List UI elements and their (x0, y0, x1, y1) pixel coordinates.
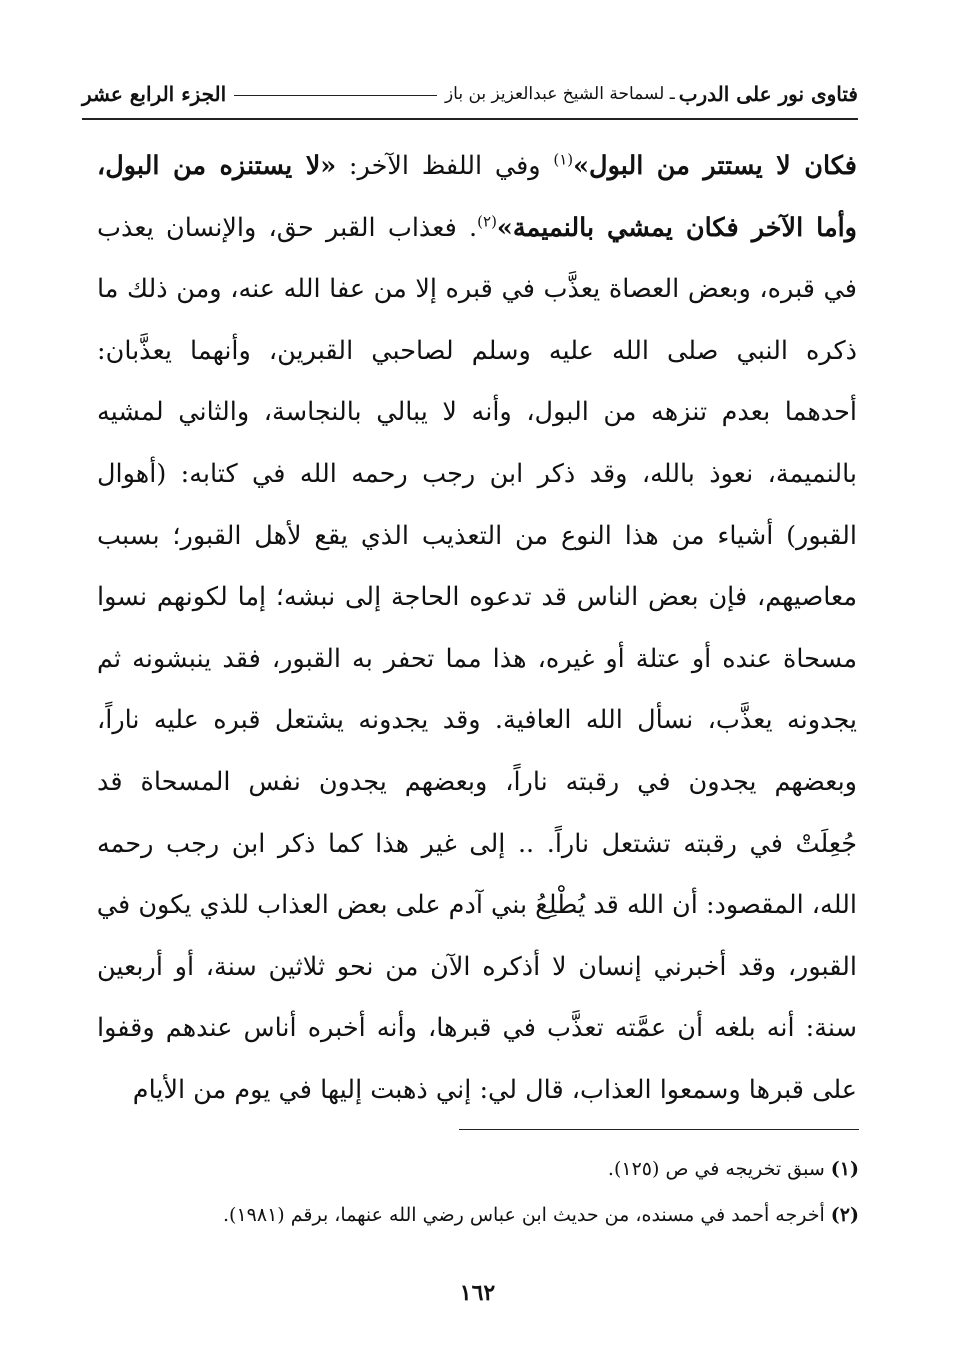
text-segment: القبور، وقد أخبرني إنسان لا أذكره الآن من نحو ثلاثين سنة، أو أربعين (97, 951, 857, 982)
footnote-number: (١) (830, 1158, 859, 1180)
text-segment: وفي اللفظ الآخر: (336, 151, 554, 181)
text-segment: الله، المقصود: أن الله قد يُطْلِعُ بني آدم على بعض العذاب للذي يكون في (96, 890, 857, 921)
text-segment: القبور) أشياء من هذا النوع من التعذيب الذي يقع لأهل القبور؛ بسبب (97, 520, 857, 551)
text-line (97, 321, 857, 383)
text-segment: بالنميمة، نعوذ بالله، وقد ذكر ابن رجب رحمه الله في كتابه: (أهوال (97, 458, 857, 489)
footnote-ref: (١) (553, 150, 574, 169)
text-segment: ذكره النبي صلى الله عليه وسلم لصاحبي القبرين، وأنهما يعذَّبان: (97, 335, 857, 366)
text-line (97, 998, 857, 1060)
text-line (97, 875, 857, 937)
text-segment: «لا يستنزه من البول، (97, 151, 337, 181)
footnote-number: (٢) (830, 1204, 859, 1226)
author-attribution: ـ لسماحة الشيخ عبدالعزيز بن باز (444, 84, 675, 104)
text-segment: وبعضهم يجدون في رقبته ناراً، وبعضهم يجدون نفس المسحاة قد (97, 766, 857, 797)
text-segment: معاصيهم، فإن بعض الناس قد تدعوه الحاجة إلى نبشه؛ إما لكونهم نسوا (97, 582, 857, 613)
text-line (97, 752, 857, 814)
text-line (97, 567, 857, 629)
header-rule (234, 95, 437, 96)
body-text (97, 136, 857, 1122)
footnote-ref: (٢) (477, 212, 497, 231)
footnote-item (99, 1192, 859, 1238)
text-segment: جُعِلَتْ في رقبته تشتعل ناراً. .. إلى غير هذا كما ذكر ابن رجب رحمه (97, 828, 857, 859)
text-line (97, 690, 857, 752)
text-line (97, 506, 857, 568)
text-line (97, 136, 857, 198)
footnote-text: سبق تخريجه في ص (١٢٥). (607, 1158, 831, 1180)
text-segment: في قبره، وبعض العصاة يعذَّب في قبره إلا من عفا الله عنه، ومن ذلك ما (97, 274, 857, 305)
text-line (97, 259, 857, 321)
text-line (97, 629, 857, 691)
text-segment: فكان لا يستتر من البول» (573, 151, 857, 181)
footnote-item (99, 1146, 859, 1192)
footnote-separator (459, 1129, 859, 1130)
text-line (97, 444, 857, 506)
footnote-text: أخرجه أحمد في مسنده، من حديث ابن عباس رضي الله عنهما، برقم (١٩٨١). (223, 1204, 831, 1226)
text-segment: يجدونه يعذَّب، نسأل الله العافية. وقد يجدونه يشتعل قبره عليه ناراً، (97, 705, 857, 736)
volume-label: الجزء الرابع عشر (82, 82, 227, 106)
page-number: ١٦٢ (459, 1280, 496, 1306)
text-line (97, 1060, 857, 1122)
text-line (97, 937, 857, 999)
text-segment: . فعذاب القبر حق، والإنسان يعذب (97, 212, 478, 243)
text-segment: على قبرها وسمعوا العذاب، قال لي: إني ذهبت إليها في يوم من الأيام (132, 1074, 857, 1105)
footnotes (99, 1146, 859, 1238)
text-line (97, 198, 857, 260)
book-title: فتاوى نور على الدرب (678, 82, 858, 106)
text-segment: مسحاة عنده أو عتلة أو غيره، هذا مما تحفر به القبور، فقد ينبشونه ثم (97, 643, 857, 674)
running-header (82, 70, 858, 120)
text-line (97, 814, 857, 876)
text-segment: أحدهما بعدم تنزهه من البول، وأنه لا يبالي بالنجاسة، والثاني لمشيه (97, 397, 857, 428)
text-line (97, 382, 857, 444)
text-segment: سنة: أنه بلغه أن عمَّته تعذَّب في قبرها، وأنه أخبره أناس عندهم وقفوا (97, 1013, 857, 1044)
text-segment: وأما الآخر فكان يمشي بالنميمة» (496, 212, 857, 243)
